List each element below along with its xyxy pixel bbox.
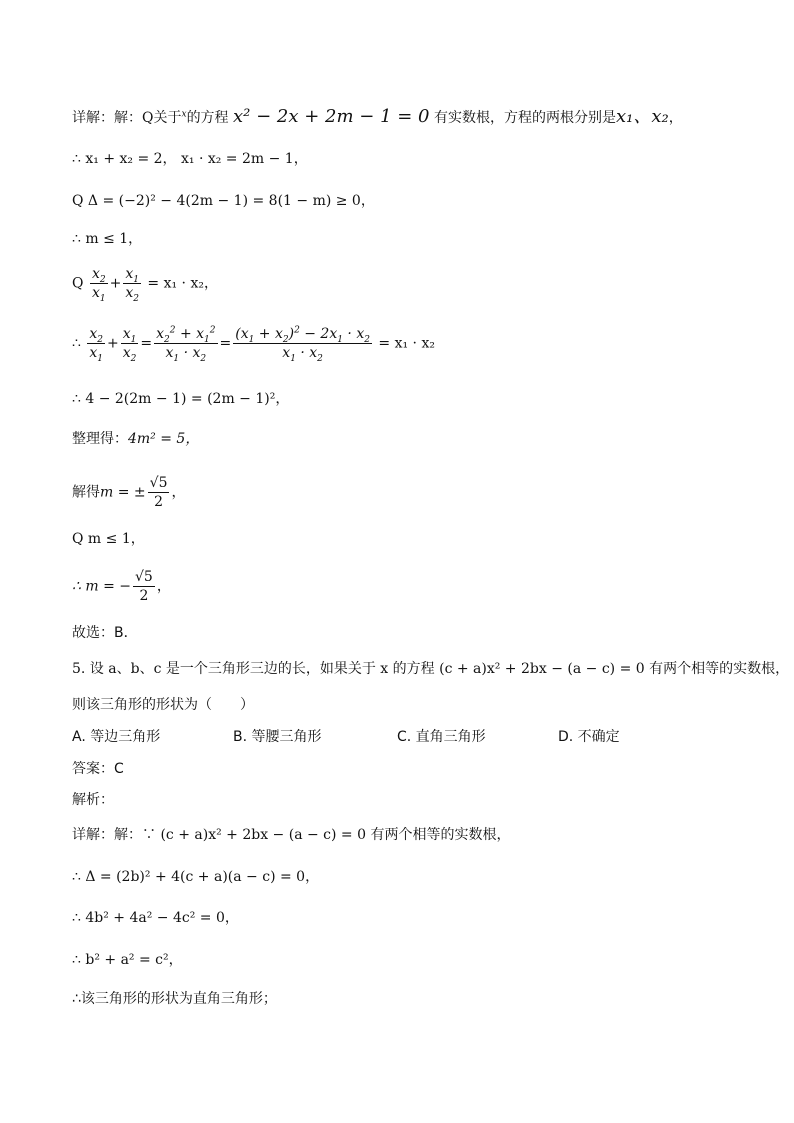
solution-line-5: Q $\frac{x_2}{x_1}$ + $\frac{x_1}{x_2}$ = x₁ · x₂， <box>72 266 218 304</box>
line9-math-prefix: m = ± <box>100 484 146 501</box>
solution-line-2: ∴ x₁ + x₂ = 2， x₁ · x₂ = 2m − 1， <box>72 151 308 167</box>
fraction-x1-over-x2: $\frac{x_1}{x_2}$ <box>125 266 139 304</box>
detail-line-3: ∴ 4b² + 4a² − 4c² = 0， <box>72 910 239 926</box>
line8-math: 4m² = 5， <box>128 431 200 447</box>
comma: ， <box>668 110 683 126</box>
question5-stem-line2: 则该三角形的形状为（ ） <box>72 697 254 713</box>
question5-stem-line1: 5. 设 a、b、c 是一个三角形三边的长，如果关于 x 的方程 (c + a)x² + 2bx − (a − c) = 0 有两个相等的实数根， <box>72 661 790 677</box>
solution-line-10: Q m ≤ 1， <box>72 531 145 547</box>
line9-label: 解得 <box>72 484 100 501</box>
solution-line-11: ∴ m = − $\frac{√5}{2}$ ， <box>72 569 171 604</box>
fraction-x2-over-x1: $\frac{x_2}{x_1}$ <box>91 266 106 304</box>
equation-main: x² − 2x + 2m − 1 = 0 <box>233 106 430 127</box>
solution-line-7: ∴ 4 − 2(2m − 1) = (2m − 1)²， <box>72 391 290 407</box>
has-real-roots: 有实数根，方程的两根分别是 <box>433 110 616 126</box>
fraction-a: $\frac{x_2}{x_1}$ <box>89 326 104 364</box>
line5-prefix: Q <box>72 275 84 292</box>
fraction-c: $\frac{x_2^2 + x_1^2}{x_1 \cdot x_2}$ <box>156 325 216 364</box>
about-x-prefix: 关于 <box>153 110 182 126</box>
var-x: x <box>181 109 187 120</box>
line6-suffix: = x₁ · x₂ <box>378 335 435 352</box>
detail-line-4: ∴ b² + a² = c²， <box>72 952 183 968</box>
detail-line-5: ∴该三角形的形状为直角三角形； <box>72 991 277 1007</box>
fraction-b: $\frac{x_1}{x_2}$ <box>122 326 137 364</box>
option-a: A. 等边三角形 <box>72 729 161 745</box>
option-d: D. 不确定 <box>558 729 620 745</box>
line5-suffix: = x₁ · x₂， <box>147 275 218 292</box>
line11-den: 2 <box>139 588 149 604</box>
solution-line-9: 解得m = ± $\frac{√5}{2}$ ， <box>72 475 186 510</box>
because-symbol: Q <box>142 110 154 126</box>
fraction-neg-sqrt5-over-2: $\frac{√5}{2}$ <box>135 569 153 604</box>
option-b: B. 等腰三角形 <box>233 729 322 745</box>
line8-label: 整理得： <box>72 431 128 447</box>
solution-line-3: Q Δ = (−2)² − 4(2m − 1) = 8(1 − m) ≥ 0， <box>72 193 375 209</box>
line11-sqrt: 5 <box>143 569 153 585</box>
fraction-sqrt5-over-2: $\frac{√5}{2}$ <box>149 475 168 510</box>
fraction-d: $\frac{(x_1 + x_2)^2 - 2x_1 \cdot x_2}{x_1 \cdot x_2}$ <box>235 325 370 364</box>
solution-line-6: ∴ $\frac{x_2}{x_1}$ + $\frac{x_1}{x_2}$ = $\frac{x_2^2 + x_1^2}{x_1 \cdot x_2}$ = $\frac{(x_1 + x_2)^2 - 2x_1 \cdot x_2}{x_1 \cdot x_2}$ = x₁ · x₂ <box>72 325 435 364</box>
answer-line: 答案：C <box>72 761 124 777</box>
roots: x₁、x₂ <box>615 106 669 127</box>
equation-prefix: 的方程 <box>186 110 229 126</box>
detail-line-1: 详解：解：∵ (c + a)x² + 2bx − (a − c) = 0 有两个相等的实数根， <box>72 827 511 843</box>
solution-line-12: 故选：B． <box>72 625 138 641</box>
intro-label: 详解：解： <box>72 110 142 126</box>
option-c: C. 直角三角形 <box>397 729 486 745</box>
analysis-label: 解析： <box>72 792 114 808</box>
line6-prefix: ∴ <box>72 335 81 352</box>
solution-line-4: ∴ m ≤ 1， <box>72 231 143 247</box>
line9-den: 2 <box>154 494 164 510</box>
line9-sqrt: 5 <box>158 475 168 491</box>
solution-line-intro <box>72 108 683 127</box>
line11-prefix: ∴ m = − <box>72 578 131 595</box>
detail-line-2: ∴ Δ = (2b)² + 4(c + a)(a − c) = 0， <box>72 869 320 885</box>
solution-line-8 <box>72 430 199 448</box>
